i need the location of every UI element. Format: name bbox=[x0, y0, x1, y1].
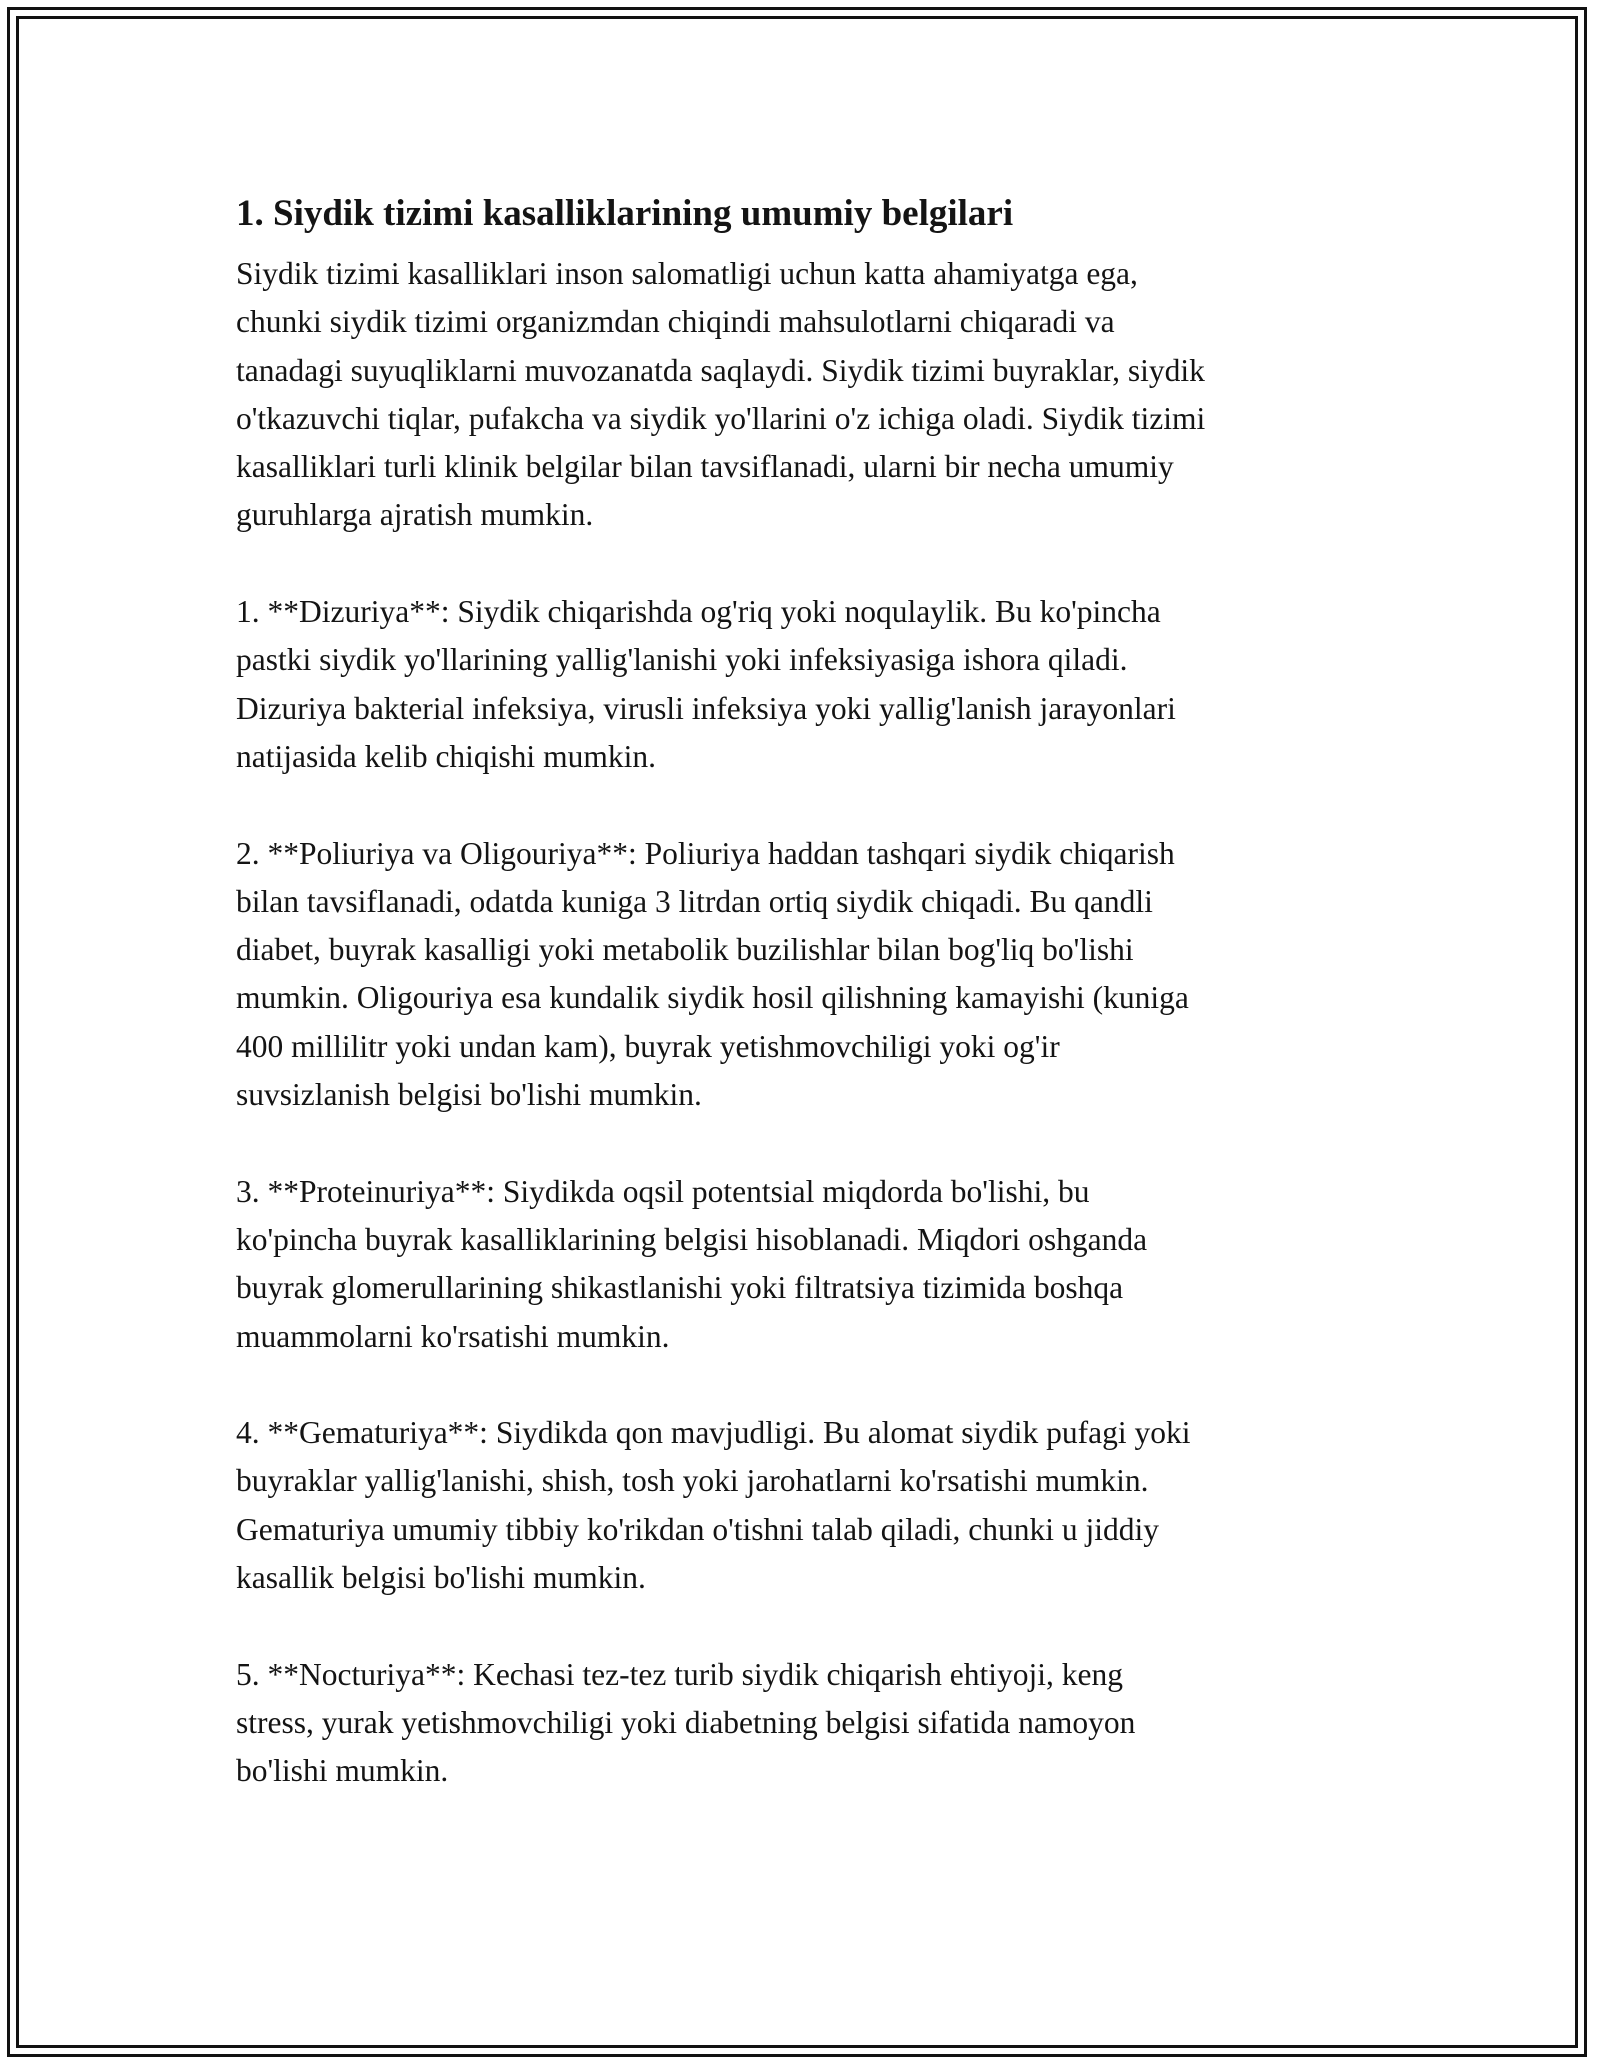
text-line: muammolarni ko'rsatishi mumkin. bbox=[236, 1318, 670, 1354]
text-line: chunki siydik tizimi organizmdan chiqindi mahsulotlarni chiqaradi va bbox=[236, 304, 1115, 340]
text-line: suvsizlanish belgisi bo'lishi mumkin. bbox=[236, 1077, 702, 1113]
text-line: bilan tavsiflanadi, odatda kuniga 3 litrdan ortiq siydik chiqadi. Bu qandli bbox=[236, 883, 1153, 919]
text-line: buyrak glomerullarining shikastlanishi yoki filtratsiya tizimida boshqa bbox=[236, 1270, 1124, 1306]
text-line: kasalliklari turli klinik belgilar bilan tavsiflanadi, ularni bir necha umumiy bbox=[236, 449, 1174, 485]
text-line: Siydik tizimi kasalliklari inson salomatligi uchun katta ahamiyatga ega, bbox=[236, 256, 1138, 291]
text-line: bo'lishi mumkin. bbox=[236, 1753, 449, 1789]
text-line: kasallik belgisi bo'lishi mumkin. bbox=[236, 1560, 646, 1596]
text-line: 4. **Gematuriya**: Siydikda qon mavjudligi. Bu alomat siydik pufagi yoki bbox=[236, 1415, 1191, 1451]
text-line: Dizuriya bakterial infeksiya, virusli infeksiya yoki yallig'lanish jarayonlari bbox=[236, 690, 1176, 726]
intro-paragraph bbox=[236, 250, 1396, 540]
text-line: 5. **Nocturiya**: Kechasi tez-tez turib siydik chiqarish ehtiyoji, keng bbox=[236, 1656, 1124, 1692]
text-line: mumkin. Oligouriya esa kundalik siydik hosil qilishning kamayishi (kuniga bbox=[236, 980, 1189, 1016]
text-line: natijasida kelib chiqishi mumkin. bbox=[236, 738, 656, 774]
text-line: 3. **Proteinuriya**: Siydikda oqsil potentsial miqdorda bo'lishi, bu bbox=[236, 1173, 1090, 1209]
text-line: o'tkazuvchi tiqlar, pufakcha va siydik yo'llarini o'z ichiga oladi. Siydik tizimi bbox=[236, 400, 1206, 436]
text-line: 400 millilitr yoki undan kam), buyrak yetishmovchiligi yoki og'ir bbox=[236, 1028, 1060, 1064]
text-line: stress, yurak yetishmovchiligi yoki diabetning belgisi sifatida namoyon bbox=[236, 1704, 1136, 1740]
list-item-paragraph bbox=[236, 588, 1396, 781]
text-line: guruhlarga ajratish mumkin. bbox=[236, 497, 594, 533]
text-line: 1. **Dizuriya**: Siydik chiqarishda og'riq yoki noqulaylik. Bu ko'pincha bbox=[236, 594, 1161, 630]
text-line: tanadagi suyuqliklarni muvozanatda saqlaydi. Siydik tizimi buyraklar, siydik bbox=[236, 352, 1205, 388]
list-item-paragraph bbox=[236, 1651, 1396, 1796]
list-item-paragraph bbox=[236, 1409, 1396, 1602]
text-line: buyraklar yallig'lanishi, shish, tosh yoki jarohatlarni ko'rsatishi mumkin. bbox=[236, 1463, 1149, 1499]
text-line: 2. **Poliuriya va Oligouriya**: Poliuriya haddan tashqari siydik chiqarish bbox=[236, 835, 1175, 871]
paragraph-list bbox=[236, 250, 1396, 1796]
list-item-paragraph bbox=[236, 1168, 1396, 1361]
text-line: pastki siydik yo'llarining yallig'lanishi yoki infeksiyasiga ishora qiladi. bbox=[236, 642, 1128, 678]
text-line: ko'pincha buyrak kasalliklarining belgisi hisoblanadi. Miqdori oshganda bbox=[236, 1221, 1148, 1257]
text-line: Gematuriya umumiy tibbiy ko'rikdan o'tishni talab qiladi, chunki u jiddiy bbox=[236, 1511, 1159, 1547]
section-heading: 1. Siydik tizimi kasalliklarining umumiy belgilari bbox=[236, 193, 1014, 234]
document-body bbox=[236, 186, 1396, 1844]
text-line: diabet, buyrak kasalligi yoki metabolik buzilishlar bilan bog'liq bo'lishi bbox=[236, 932, 1134, 968]
list-item-paragraph bbox=[236, 830, 1396, 1120]
